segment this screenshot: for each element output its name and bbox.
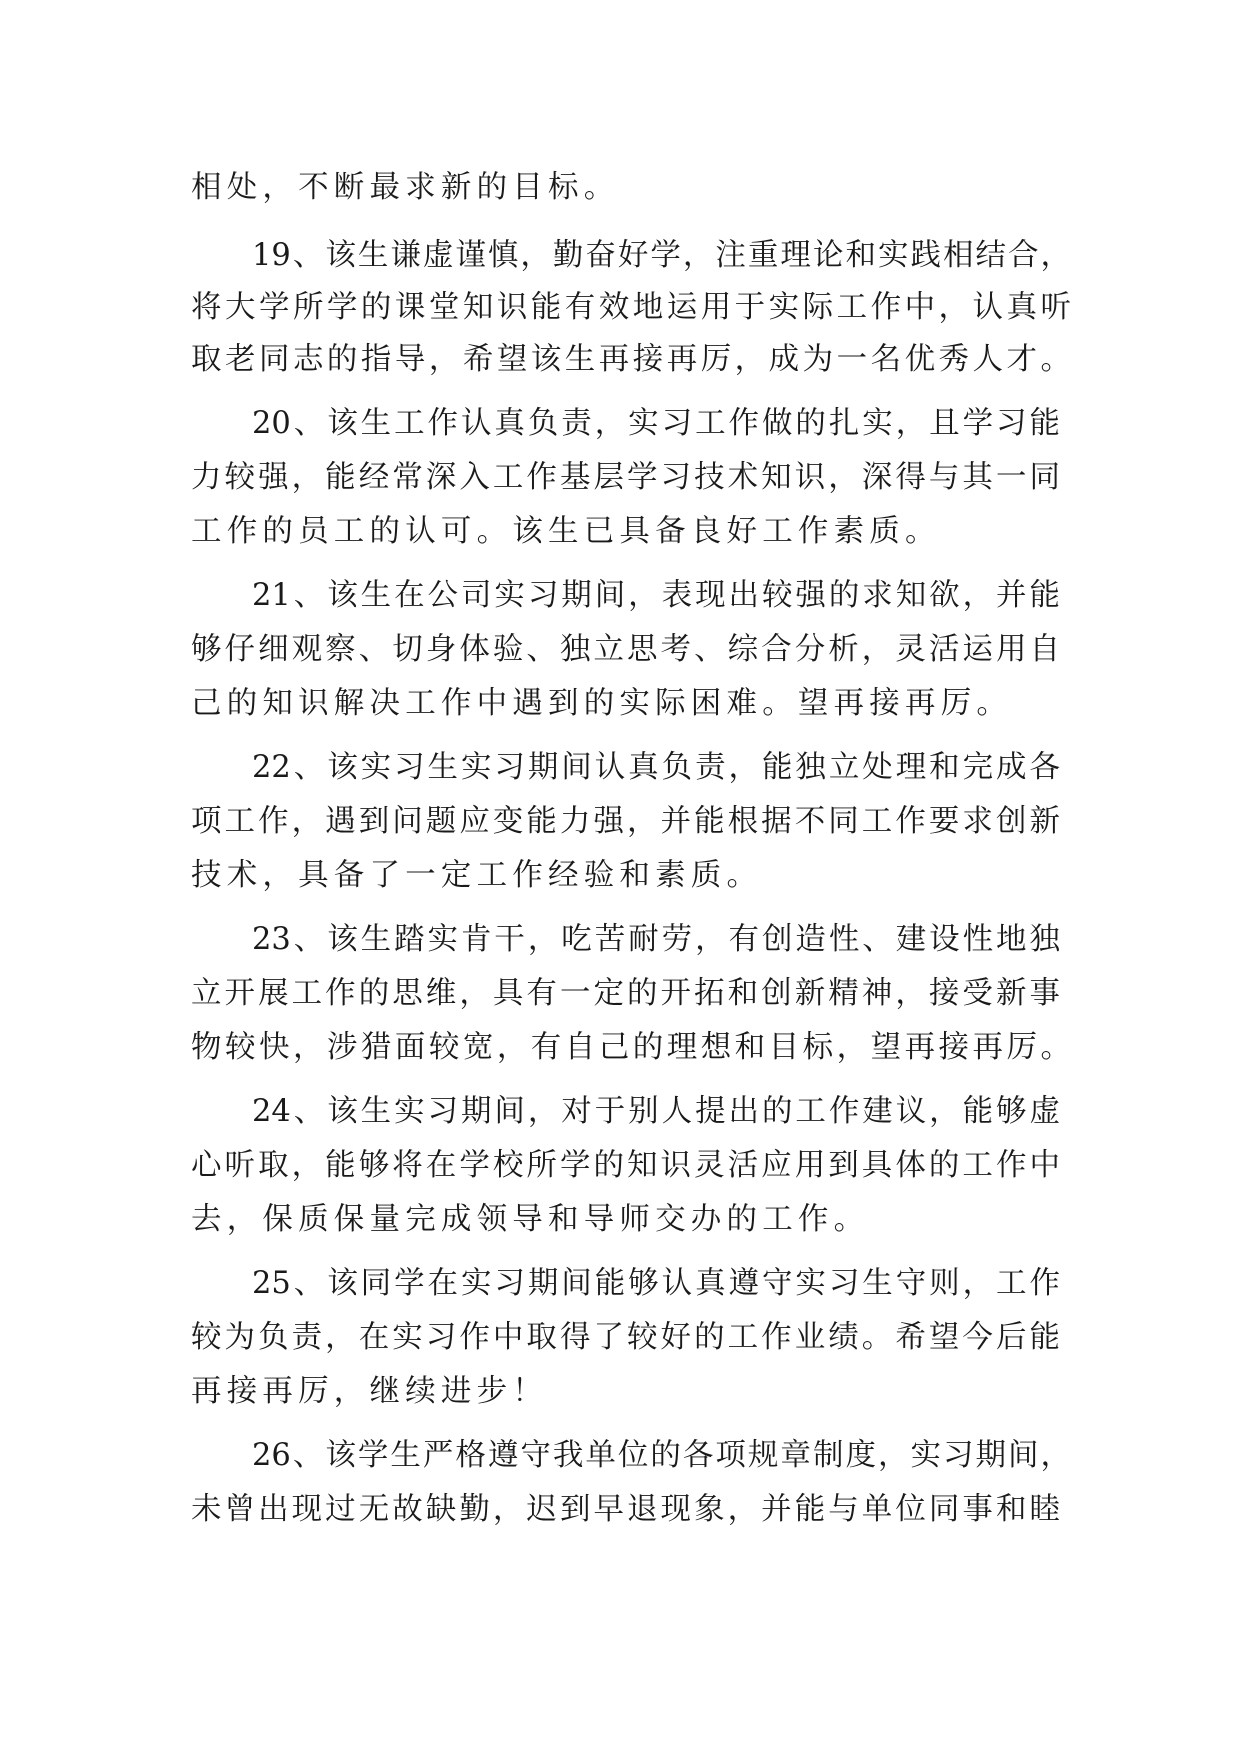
paragraph-21-line-3: 己的知识解决工作中遇到的实际困难。望再接再厉。 <box>191 686 1013 721</box>
paragraph-24-line-2: 心听取，能够将在学校所学的知识灵活应用到具体的工作中 <box>191 1148 1060 1183</box>
paragraph-24-line-1: 24、该生实习期间，对于别人提出的工作建议，能够虚 <box>252 1094 1060 1129</box>
paragraph-20-line-3: 工作的员工的认可。该生已具备良好工作素质。 <box>191 514 941 549</box>
paragraph-25-line-1: 25、该同学在实习期间能够认真遵守实习生守则，工作 <box>252 1266 1060 1301</box>
paragraph-22-line-2: 项工作，遇到问题应变能力强，并能根据不同工作要求创新 <box>191 804 1060 839</box>
paragraph-23-line-2: 立开展工作的思维，具有一定的开拓和创新精神，接受新事 <box>191 976 1060 1011</box>
paragraph-20-line-2: 力较强，能经常深入工作基层学习技术知识，深得与其一同 <box>191 460 1060 495</box>
paragraph-23-line-1: 23、该生踏实肯干，吃苦耐劳，有创造性、建设性地独 <box>252 922 1060 957</box>
paragraph-26-line-1: 26、该学生严格遵守我单位的各项规章制度，实习期间， <box>252 1438 1071 1473</box>
paragraph-25-line-3: 再接再厉，继续进步！ <box>191 1374 548 1409</box>
paragraph-24-line-3: 去，保质保量完成领导和导师交办的工作。 <box>191 1202 870 1237</box>
paragraph-23-line-3: 物较快，涉猎面较宽，有自己的理想和目标，望再接再厉。 <box>191 1030 1071 1065</box>
paragraph-19-line-3: 取老同志的指导，希望该生再接再厉，成为一名优秀人才。 <box>191 342 1071 377</box>
paragraph-22-line-3: 技术，具备了一定工作经验和素质。 <box>191 858 763 893</box>
paragraph-21-line-1: 21、该生在公司实习期间，表现出较强的求知欲，并能 <box>252 578 1060 613</box>
paragraph-20-line-1: 20、该生工作认真负责，实习工作做的扎实，且学习能 <box>252 406 1060 441</box>
text-line: 相处，不断最求新的目标。 <box>191 170 620 205</box>
paragraph-25-line-2: 较为负责，在实习作中取得了较好的工作业绩。希望今后能 <box>191 1320 1060 1355</box>
paragraph-19-line-1: 19、该生谦虚谨慎，勤奋好学，注重理论和实践相结合， <box>252 238 1071 273</box>
paragraph-26-line-2: 未曾出现过无故缺勤，迟到早退现象，并能与单位同事和睦 <box>191 1492 1060 1527</box>
paragraph-21-line-2: 够仔细观察、切身体验、独立思考、综合分析，灵活运用自 <box>191 632 1060 667</box>
paragraph-19-line-2: 将大学所学的课堂知识能有效地运用于实际工作中，认真听 <box>191 290 1071 325</box>
paragraph-22-line-1: 22、该实习生实习期间认真负责，能独立处理和完成各 <box>252 750 1060 785</box>
